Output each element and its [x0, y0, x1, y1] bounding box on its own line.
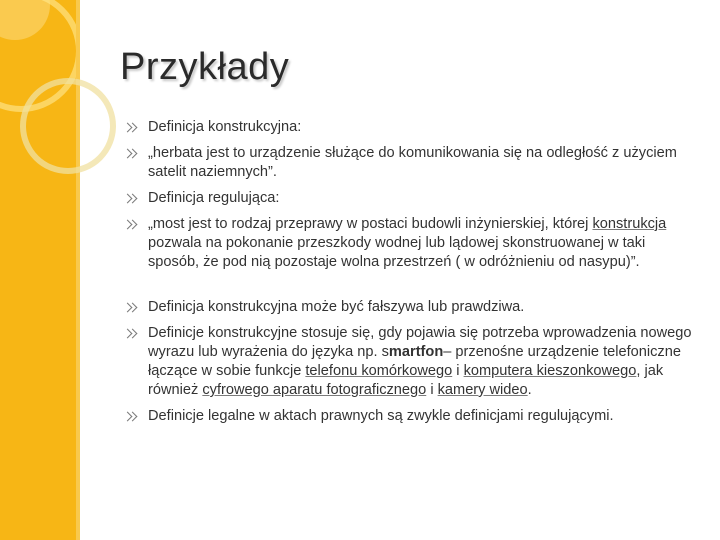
item-text: Definicje legalne w aktach prawnych są zwykle definicjami regulującymi.	[148, 408, 614, 424]
item-text-5: i	[426, 382, 438, 398]
list-item	[124, 144, 694, 182]
item-text: Definicja konstrukcyjna może być fałszywa lub prawdziwa.	[148, 299, 525, 315]
bullet-icon	[124, 124, 136, 132]
item-text: „herbata jest to urządzenie służące do komunikowania się na odległość z użyciem satelit naziemnych”.	[148, 145, 677, 180]
bullet-list	[124, 118, 694, 426]
bullet-icon	[124, 304, 136, 312]
bullet-icon	[124, 413, 136, 421]
item-text: Definicja konstrukcyjna:	[148, 119, 302, 135]
item-text-2: – przenośne urządzenie telefoniczne łączące w sobie funkcje	[148, 344, 681, 379]
decor-ring-overlap	[20, 78, 116, 174]
link-konstrukcja[interactable]: konstrukcja	[592, 216, 667, 232]
list-item	[124, 118, 694, 137]
list-item	[124, 189, 694, 208]
slide-title: Przykłady	[120, 46, 290, 88]
item-text-pre: „most jest to rodzaj przeprawy w postaci budowli inżynierskiej, której	[148, 216, 593, 232]
item-text: Definicja regulująca:	[148, 190, 280, 206]
bullet-icon	[124, 221, 136, 229]
link-telefon-komorkowy[interactable]: telefonu komórkowego	[305, 363, 453, 379]
item-text-3: i	[452, 363, 464, 379]
link-komputer-kieszonkowy[interactable]: komputera kieszonkowego	[463, 363, 637, 379]
link-kamera-wideo[interactable]: kamery wideo	[437, 382, 528, 398]
bullet-icon	[124, 330, 136, 338]
list-item	[124, 298, 694, 317]
list-item	[124, 407, 694, 426]
list-item	[124, 324, 694, 400]
bullet-icon	[124, 195, 136, 203]
bullet-icon	[124, 150, 136, 158]
item-text-1: Definicje konstrukcyjne stosuje się, gdy pojawia się potrzeba wprowadzenia nowego wyrazu lub wyrażenia do języka np. s	[148, 325, 692, 360]
item-text-6: .	[527, 382, 532, 398]
item-text-post: pozwala na pokonanie przeszkody wodnej lub lądowej skonstruowanej w taki sposób, że pod nią pozostaje wolna przestrzeń ( w odróżnieniu od nasypu)”.	[148, 235, 646, 270]
list-item	[124, 215, 694, 272]
term-smartfon: martfon	[388, 344, 444, 360]
item-text-4: , jak również	[148, 363, 664, 398]
link-aparat-fotograficzny[interactable]: cyfrowego aparatu fotograficznego	[202, 382, 427, 398]
